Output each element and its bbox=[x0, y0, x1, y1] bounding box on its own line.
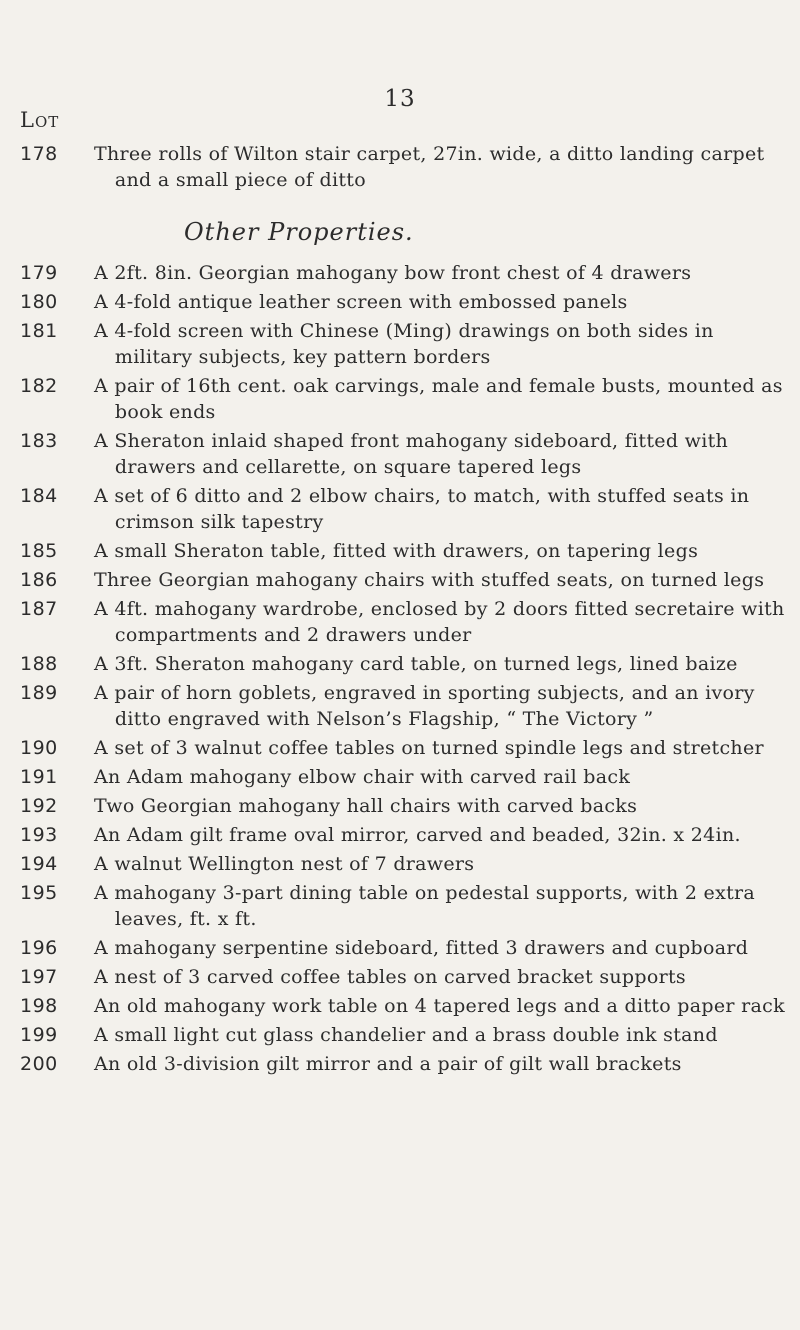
lot-description: A 2ft. 8in. Georgian mahogany bow front chest of 4 drawers bbox=[94, 262, 692, 284]
lot-number: 194 bbox=[20, 853, 58, 875]
lot-number: 186 bbox=[20, 569, 58, 591]
page-number: 13 bbox=[384, 86, 416, 112]
lot-entry bbox=[20, 289, 800, 315]
lot-number: 192 bbox=[20, 795, 58, 817]
lot-description: Two Georgian mahogany hall chairs with carved backs bbox=[94, 795, 638, 817]
lot-description: A set of 3 walnut coffee tables on turned spindle legs and stretcher bbox=[94, 737, 764, 759]
lot-description: Three Georgian mahogany chairs with stuffed seats, on turned legs bbox=[94, 569, 765, 591]
section-heading: Other Properties. bbox=[184, 218, 414, 246]
lot-number: 183 bbox=[20, 430, 58, 452]
lot-description: A 4-fold screen with Chinese (Ming) drawings on both sides in military subjects, key pattern borders bbox=[94, 320, 714, 368]
lot-description: A set of 6 ditto and 2 elbow chairs, to match, with stuffed seats in crimson silk tapestry bbox=[94, 485, 750, 533]
lot-entry bbox=[20, 822, 800, 848]
lot-number: 181 bbox=[20, 320, 58, 342]
lot-description: A 3ft. Sheraton mahogany card table, on turned legs, lined baize bbox=[94, 653, 738, 675]
lot-number: 188 bbox=[20, 653, 58, 675]
lot-description: A pair of horn goblets, engraved in sporting subjects, and an ivory ditto engraved with Nelson’s Flagship, “ The Victory ” bbox=[94, 682, 755, 730]
lot-number: 187 bbox=[20, 598, 58, 620]
lot-entry bbox=[20, 680, 800, 732]
lot-entry bbox=[20, 935, 800, 961]
lot-description: A nest of 3 carved coffee tables on carved bracket supports bbox=[94, 966, 686, 988]
lot-entry bbox=[20, 793, 800, 819]
lot-number: 184 bbox=[20, 485, 58, 507]
lot-number: 182 bbox=[20, 375, 58, 397]
lot-description: A 4ft. mahogany wardrobe, enclosed by 2 doors fitted secretaire with compartments and 2 drawers under bbox=[94, 598, 785, 646]
lot-entry bbox=[20, 851, 800, 877]
lot-entry bbox=[20, 993, 800, 1019]
lot-entry bbox=[20, 596, 800, 648]
lot-number: 193 bbox=[20, 824, 58, 846]
lot-description: A pair of 16th cent. oak carvings, male and female busts, mounted as book ends bbox=[94, 375, 783, 423]
lot-entry bbox=[20, 735, 800, 761]
lot-number: 190 bbox=[20, 737, 58, 759]
lot-description: Three rolls of Wilton stair carpet, 27in. wide, a ditto landing carpet and a small piece of ditto bbox=[94, 143, 765, 191]
lot-description: An old mahogany work table on 4 tapered legs and a ditto paper rack bbox=[94, 995, 785, 1017]
lot-entry bbox=[20, 538, 800, 564]
lot-number: 197 bbox=[20, 966, 58, 988]
lot-entry bbox=[20, 483, 800, 535]
lot-entry bbox=[20, 141, 800, 193]
lot-column-header: Lot bbox=[20, 108, 60, 132]
lot-description: A 4-fold antique leather screen with embossed panels bbox=[94, 291, 628, 313]
lot-description: An Adam gilt frame oval mirror, carved and beaded, 32in. x 24in. bbox=[94, 824, 741, 846]
lot-entry bbox=[20, 651, 800, 677]
lot-entry bbox=[20, 764, 800, 790]
lot-entry bbox=[20, 567, 800, 593]
lot-description: A mahogany 3-part dining table on pedestal supports, with 2 extra leaves, ft. x ft. bbox=[94, 882, 756, 930]
lot-description: A small light cut glass chandelier and a brass double ink stand bbox=[94, 1024, 718, 1046]
lot-number: 195 bbox=[20, 882, 58, 904]
lot-number: 191 bbox=[20, 766, 58, 788]
lot-entry bbox=[20, 880, 800, 932]
lot-number: 189 bbox=[20, 682, 58, 704]
lot-entry bbox=[20, 318, 800, 370]
lot-entry bbox=[20, 1051, 800, 1077]
lot-description: A Sheraton inlaid shaped front mahogany sideboard, fitted with drawers and cellarette, on square tapered legs bbox=[94, 430, 729, 478]
lot-list bbox=[20, 141, 800, 1080]
lot-entries bbox=[20, 260, 800, 1077]
lot-number: 185 bbox=[20, 540, 58, 562]
lot-number: 179 bbox=[20, 262, 58, 284]
lot-description: An Adam mahogany elbow chair with carved rail back bbox=[94, 766, 631, 788]
lot-number: 198 bbox=[20, 995, 58, 1017]
lot-entry bbox=[20, 373, 800, 425]
lot-number: 180 bbox=[20, 291, 58, 313]
lot-entry bbox=[20, 964, 800, 990]
lot-description: A mahogany serpentine sideboard, fitted 3 drawers and cupboard bbox=[94, 937, 749, 959]
lot-description: A walnut Wellington nest of 7 drawers bbox=[94, 853, 475, 875]
lot-number: 200 bbox=[20, 1053, 58, 1075]
lot-entry bbox=[20, 428, 800, 480]
lot-number: 199 bbox=[20, 1024, 58, 1046]
lot-number: 196 bbox=[20, 937, 58, 959]
lot-number: 178 bbox=[20, 143, 58, 165]
lot-description: An old 3-division gilt mirror and a pair of gilt wall brackets bbox=[94, 1053, 682, 1075]
lot-entry bbox=[20, 260, 800, 286]
lot-entry bbox=[20, 1022, 800, 1048]
lot-description: A small Sheraton table, fitted with drawers, on tapering legs bbox=[94, 540, 699, 562]
